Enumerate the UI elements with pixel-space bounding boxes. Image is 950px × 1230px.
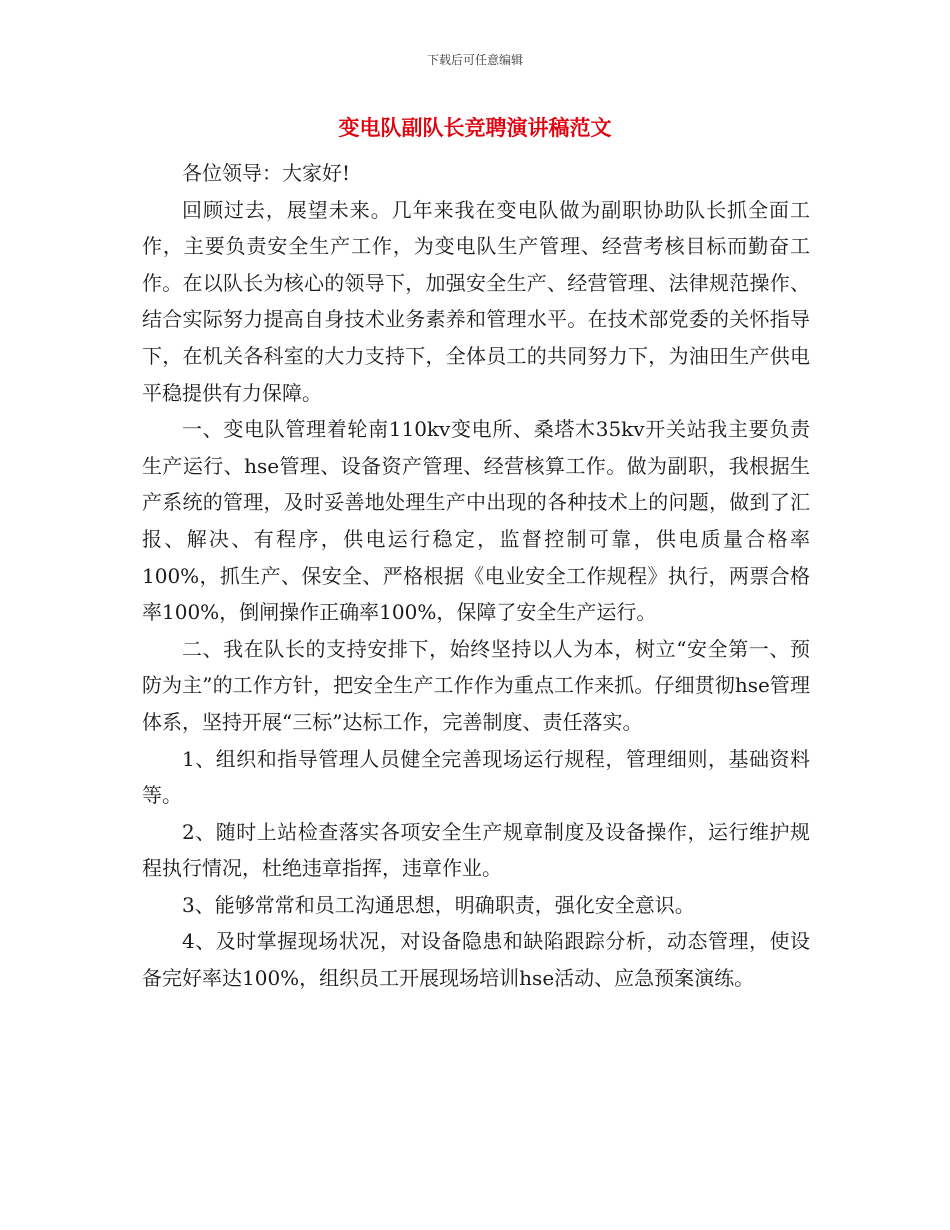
paragraph-item-1: 1、组织和指导管理人员健全完善现场运行规程，管理细则，基础资料等。: [142, 746, 810, 808]
paragraph-section-one: 一、变电队管理着轮南110kv变电所、桑塔木35kv开关站我主要负责生产运行、hse管理、设备资产管理、经营核算工作。做为副职，我根据生产系统的管理，及时妥善地处理生产中出现的各种技术上的问题，做到了汇报、解决、有程序，供电运行稳定，监督控制可靠，供电质量合格率100%，抓生产、保安全、严格根据《电业安全工作规程》执行，两票合格率100%，倒闸操作正确率100%，保障了安全生产运行。: [142, 417, 810, 625]
paragraph-item-2: 2、随时上站检查落实各项安全生产规章制度及设备操作，运行维护规程执行情况，杜绝违章指挥，违章作业。: [142, 819, 810, 881]
paragraph-intro: 回顾过去，展望未来。几年来我在变电队做为副职协助队长抓全面工作，主要负责安全生产工作，为变电队生产管理、经营考核目标而勤奋工作。在以队长为核心的领导下，加强安全生产、经营管理、法律规范操作、结合实际努力提高自身技术业务素养和管理水平。在技术部党委的关怀指导下，在机关各科室的大力支持下，全体员工的共同努力下，为油田生产供电平稳提供有力保障。: [142, 197, 810, 405]
document-title: 变电队副队长竞聘演讲稿范文: [338, 115, 612, 140]
paragraph-item-3: 3、能够常常和员工沟通思想，明确职责，强化安全意识。: [182, 892, 695, 917]
paragraph-item-4: 4、及时掌握现场状况，对设备隐患和缺陷跟踪分析，动态管理，使设备完好率达100%，组织员工开展现场培训hse活动、应急预案演练。: [142, 929, 810, 991]
paragraph-greeting: 各位领导：大家好!: [182, 161, 351, 185]
document-body: [142, 155, 810, 997]
paragraph-section-two: 二、我在队长的支持安排下，始终坚持以人为本，树立“安全第一、预防为主”的工作方针，把安全生产工作作为重点工作来抓。仔细贯彻hse管理体系，坚持开展“三标”达标工作，完善制度、责任落实。: [142, 636, 810, 734]
header-note: 下载后可任意编辑: [426, 53, 523, 67]
